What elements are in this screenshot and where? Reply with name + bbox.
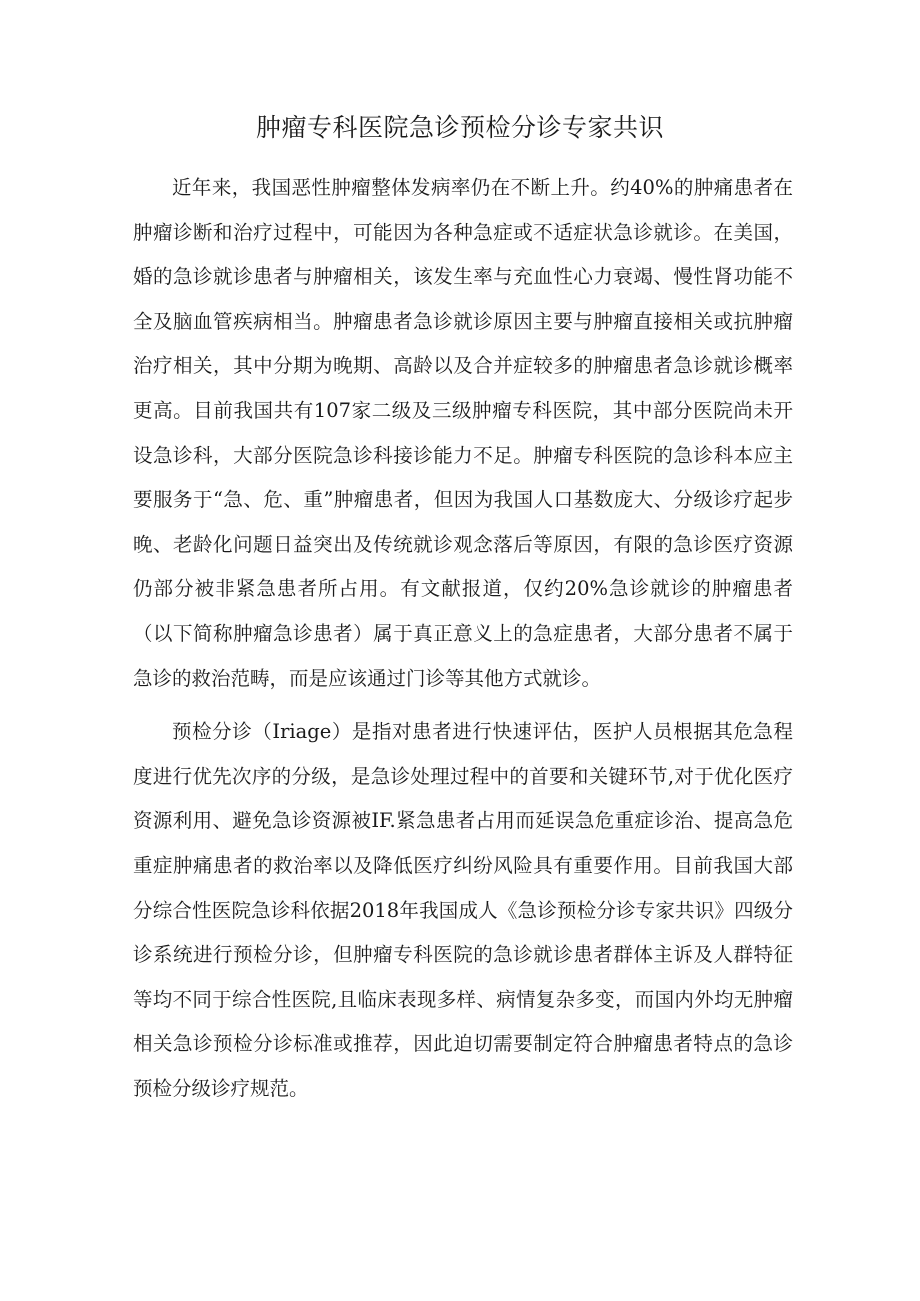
document-body	[133, 166, 793, 1111]
paragraph-intro: 近年来，我国恶性肿瘤整体发病率仍在不断上升。约40%的肿痛患者在肿瘤诊断和治疗过程中，可能因为各种急症或不适症状急诊就诊。在美国，婚的急诊就诊患者与肿瘤相关，该发生率与充血性心力衰竭、慢性肾功能不全及脑血管疾病相当。肿瘤患者急诊就诊原因主要与肿瘤直接相关或抗肿瘤治疗相关，其中分期为晚期、高龄以及合并症较多的肿瘤患者急诊就诊概率更高。目前我国共有107家二级及三级肿瘤专科医院，其中部分医院尚未开设急诊科，大部分医院急诊科接诊能力不足。肿瘤专科医院的急诊科本应主要服务于“急、危、重”肿瘤患者，但因为我国人口基数庞大、分级诊疗起步晚、老龄化问题日益突出及传统就诊观念落后等原因，有限的急诊医疗资源仍部分被非紧急患者所占用。有文献报道，仅约20%急诊就诊的肿瘤患者（以下简称肿瘤急诊患者）属于真正意义上的急症患者，大部分患者不属于急诊的救治范畴，而是应该通过门诊等其他方式就诊。	[133, 176, 793, 690]
paragraph-triage: 预检分诊（Iriage）是指对患者进行快速评估，医护人员根据其危急程度进行优先次序的分级，是急诊处理过程中的首要和关键环节,对于优化医疗资源利用、避免急诊资源被IF.紧急患者占用而延误急危重症诊治、提高急危重症肿痛患者的救治率以及降低医疗纠纷风险具有重要作用。目前我国大部分综合性医院急诊科依据2018年我国成人《急诊预检分诊专家共识》四级分诊系统进行预检分诊，但肿瘤专科医院的急诊就诊患者群体主诉及人群特征等均不同于综合性医院,且临床表现多样、病情复杂多变，而国内外均无肿瘤相关急诊预检分诊标准或推荐，因此迫切需要制定符合肿瘤患者特点的急诊预检分级诊疗规范。	[133, 720, 793, 1100]
document-title: 肿瘤专科医院急诊预检分诊专家共识	[255, 113, 664, 142]
